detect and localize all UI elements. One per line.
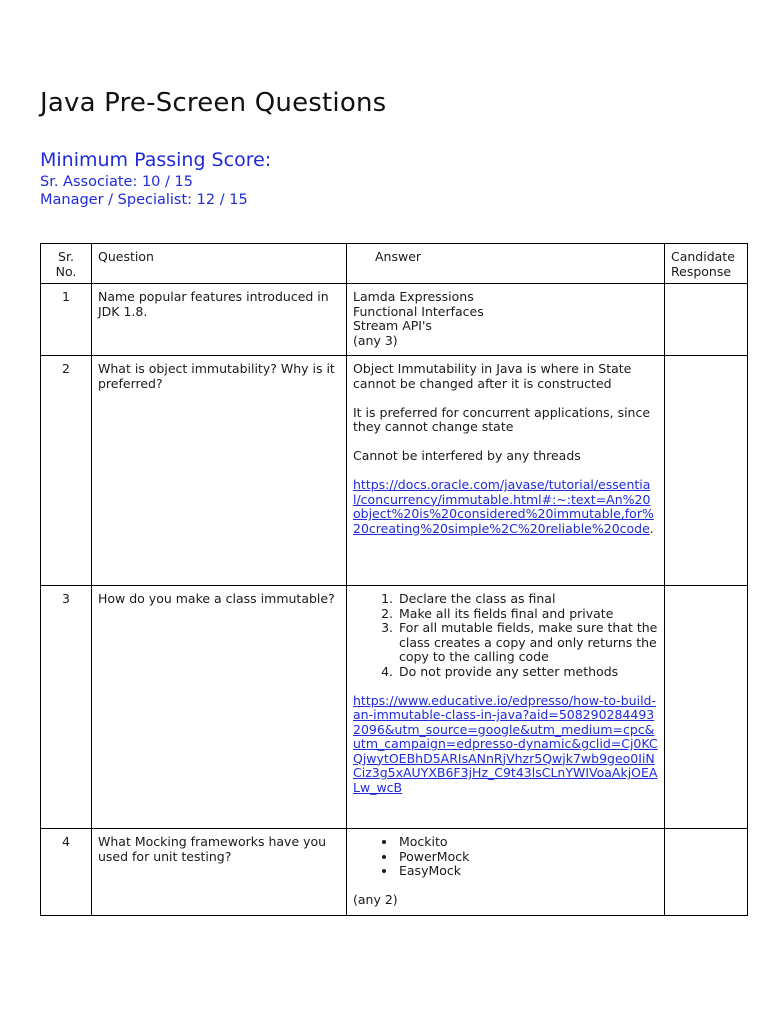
row-answer xyxy=(347,586,665,829)
row-question: Name popular features introduced in JDK 1.8. xyxy=(92,284,347,356)
passing-score-heading: Minimum Passing Score: xyxy=(40,149,272,171)
oracle-reference-link[interactable]: https://docs.oracle.com/javase/tutorial/essential/concurrency/immutable.html#:~:text=An%20object%20is%20considered%20immutable,for%20creating%20simple%2C%20reliable%20code xyxy=(353,477,654,536)
answer-steps-list xyxy=(353,592,658,679)
answer-reference xyxy=(353,478,658,536)
educative-reference-link[interactable]: https://www.educative.io/edpresso/how-to-build-an-immutable-class-in-java?aid=5082902844932096&utm_source=google&utm_medium=cpc&utm_campaign=edpresso-dynamic&gclid=Cj0KCQjwytOEBhD5ARIsANnRjVhzr5Qwjk7wb9geo0IiNCiz3g5xAUYXB6F3jHz_C9t43lsCLnYWIVoaAkjOEALw_wcB xyxy=(353,692,658,795)
answer-line: (any 3) xyxy=(353,332,398,348)
row-question: How do you make a class immutable? xyxy=(92,586,347,829)
row-answer xyxy=(347,284,665,356)
header-question: Question xyxy=(92,244,347,284)
row-question: What is object immutability? Why is it preferred? xyxy=(92,356,347,586)
answer-bullet-list xyxy=(353,835,658,879)
passing-score-section xyxy=(40,147,271,209)
row-candidate-response[interactable] xyxy=(665,356,748,586)
header-sr-no: Sr. No. xyxy=(41,244,92,284)
header-candidate-response: Candidate Response xyxy=(665,244,748,284)
header-answer: Answer xyxy=(347,244,665,284)
answer-line: Lamda Expressions xyxy=(353,289,474,304)
list-item: 4. Do not provide any setter methods xyxy=(397,665,658,680)
table-row xyxy=(41,284,748,356)
answer-line: Functional Interfaces xyxy=(353,303,484,319)
row-question: What Mocking frameworks have you used for unit testing? xyxy=(92,829,347,916)
row-sr-no: 2 xyxy=(41,356,92,586)
row-answer xyxy=(347,829,665,916)
table-header-row xyxy=(41,244,748,284)
answer-paragraph: It is preferred for concurrent applications, since they cannot change state xyxy=(353,404,651,434)
questions-table xyxy=(40,243,748,916)
passing-score-sr-associate: Sr. Associate: 10 / 15 xyxy=(40,174,193,190)
answer-note: (any 2) xyxy=(353,892,398,907)
page-title: Java Pre-Screen Questions xyxy=(40,88,387,118)
list-item: • Mockito xyxy=(397,835,658,850)
table-row xyxy=(41,356,748,586)
link-suffix: . xyxy=(649,520,654,536)
row-sr-no: 3 xyxy=(41,586,92,829)
table-row xyxy=(41,829,748,916)
table-row xyxy=(41,586,748,829)
answer-paragraph: Object Immutability in Java is where in State cannot be changed after it is constructed xyxy=(353,361,632,391)
list-item: 2. Make all its fields final and private xyxy=(397,607,658,622)
passing-score-manager: Manager / Specialist: 12 / 15 xyxy=(40,192,248,208)
list-item: 1. Declare the class as final xyxy=(397,592,658,607)
row-candidate-response[interactable] xyxy=(665,284,748,356)
list-item: • PowerMock xyxy=(397,850,658,865)
list-item: 3. For all mutable fields, make sure that the class creates a copy and only returns the copy to the calling code xyxy=(397,621,658,665)
row-answer xyxy=(347,356,665,586)
answer-line: Stream API's xyxy=(353,318,432,333)
row-candidate-response[interactable] xyxy=(665,586,748,829)
row-candidate-response[interactable] xyxy=(665,829,748,916)
answer-reference xyxy=(353,694,658,796)
row-sr-no: 1 xyxy=(41,284,92,356)
list-item: • EasyMock xyxy=(397,864,658,879)
row-sr-no: 4 xyxy=(41,829,92,916)
answer-paragraph: Cannot be interfered by any threads xyxy=(353,448,581,463)
